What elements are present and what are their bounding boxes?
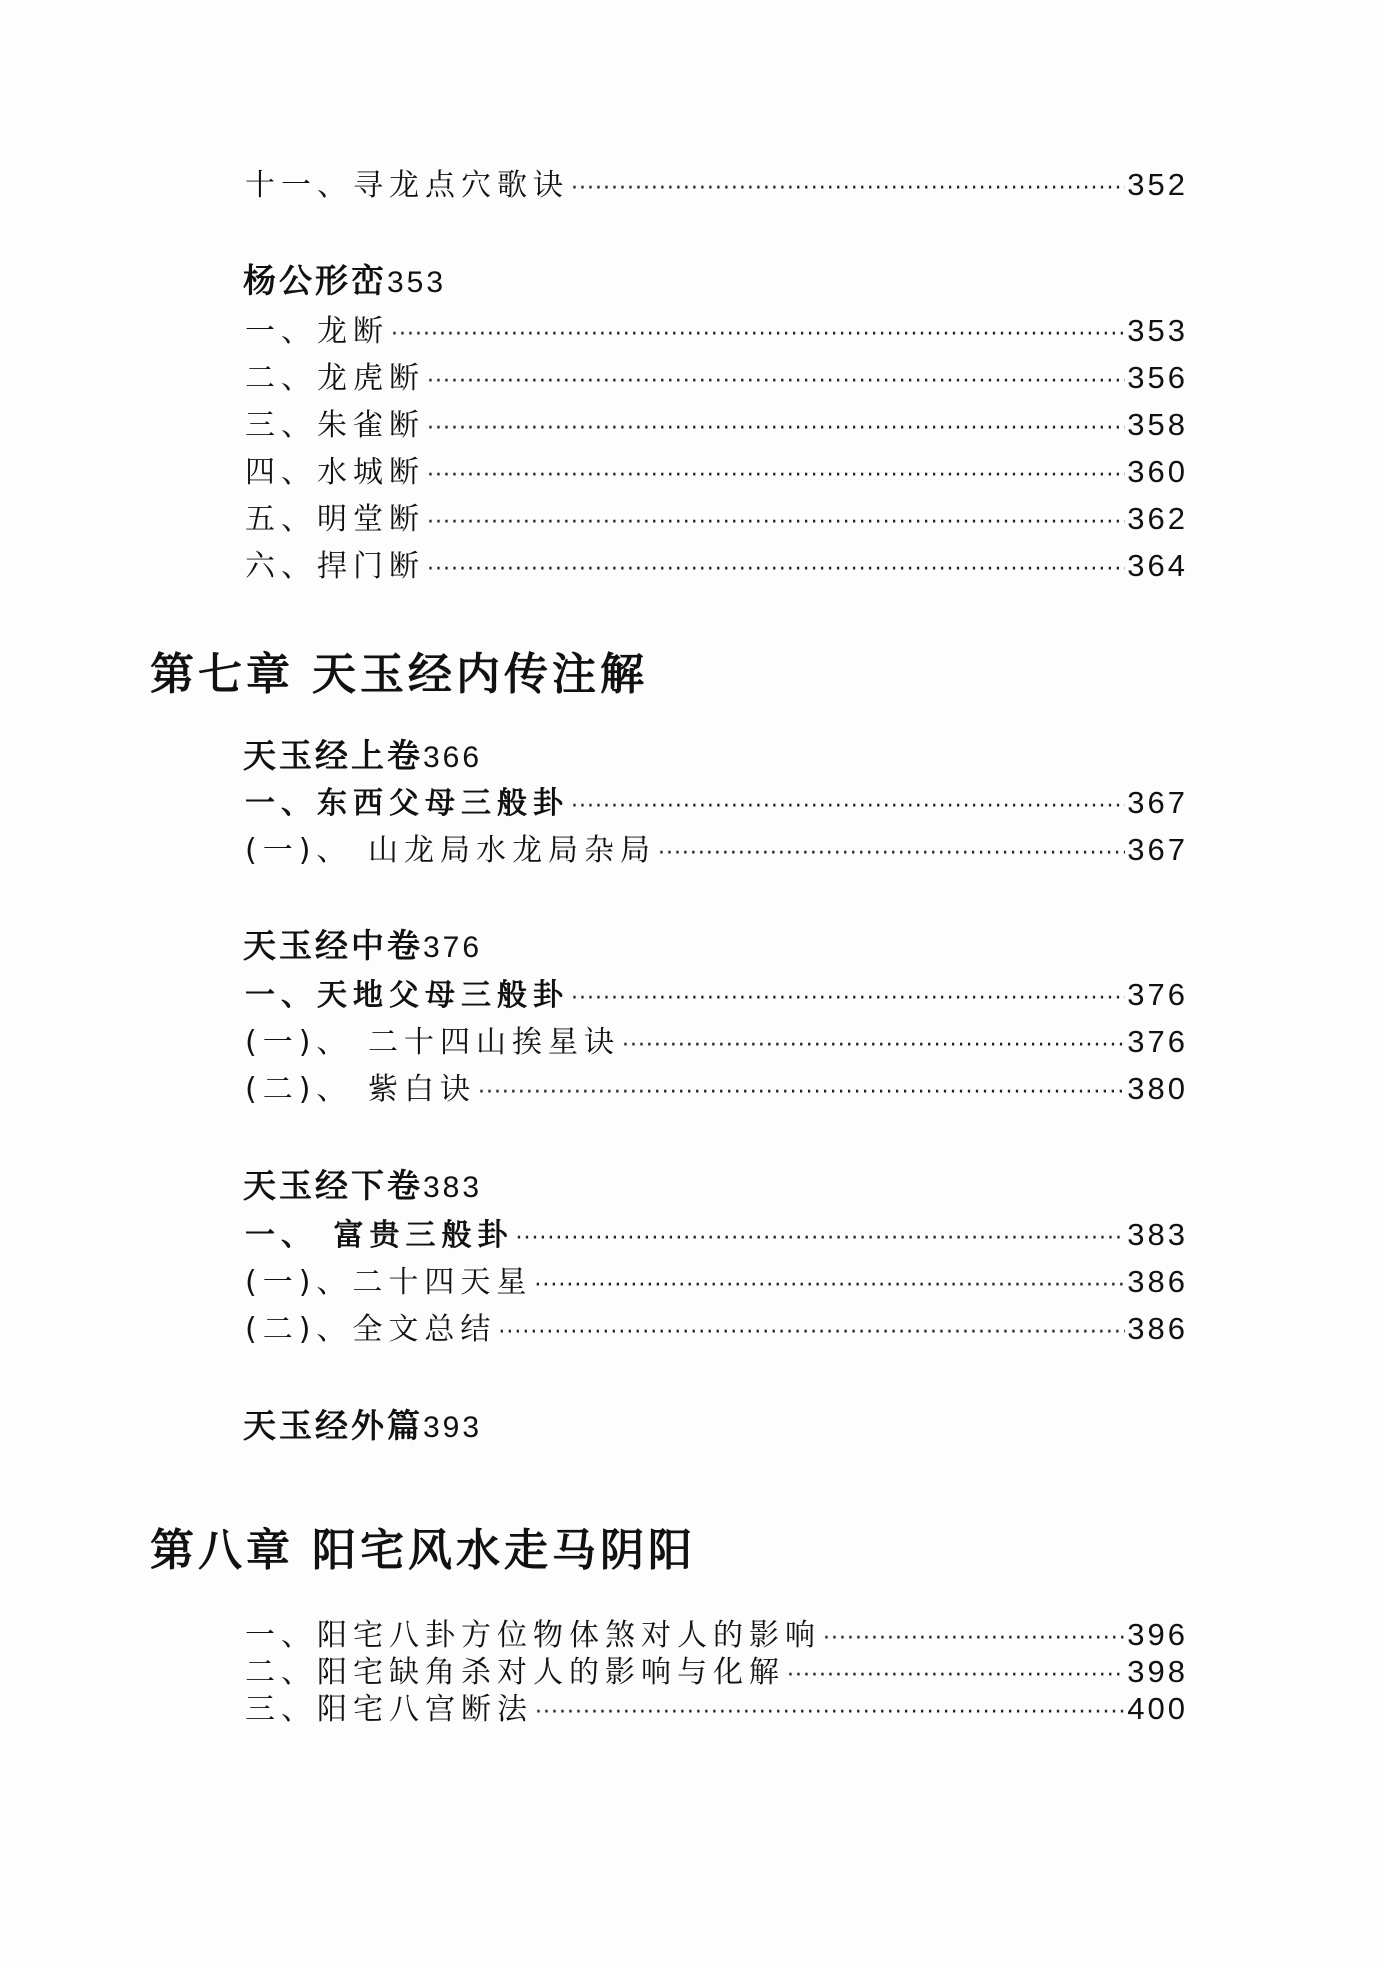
toc-entry[interactable]: [245, 160, 1188, 203]
dot-leader: [658, 841, 1125, 866]
section-page-number: 393: [423, 1411, 483, 1444]
entry-page-number: 398: [1127, 1654, 1188, 1689]
toc-entry[interactable]: [245, 400, 1188, 443]
entry-page-number: 400: [1127, 1691, 1188, 1726]
entry-label: 一、龙断: [245, 314, 389, 349]
dot-leader: [535, 1700, 1125, 1725]
entry-label: (一)、 山龙局水龙局杂局: [245, 833, 656, 868]
toc-entry[interactable]: [245, 447, 1188, 490]
toc-entry[interactable]: [245, 1647, 1188, 1690]
toc-entry[interactable]: [245, 494, 1188, 537]
toc-entry[interactable]: [245, 353, 1188, 396]
section-title: 杨公形峦: [243, 261, 387, 300]
entry-page-number: 383: [1127, 1217, 1188, 1252]
toc-entry[interactable]: [245, 1064, 1188, 1107]
entry-page-number: 376: [1127, 977, 1188, 1012]
entry-label: 一、阳宅八卦方位物体煞对人的影响: [245, 1618, 821, 1653]
section-heading[interactable]: [243, 1400, 482, 1447]
entry-label: 三、阳宅八宫断法: [245, 1692, 533, 1727]
dot-leader: [427, 510, 1125, 535]
entry-page-number: 386: [1127, 1311, 1188, 1346]
entry-page-number: 367: [1127, 785, 1188, 820]
dot-leader: [571, 986, 1125, 1011]
toc-entry[interactable]: [245, 778, 1188, 821]
toc-entry[interactable]: [245, 1257, 1188, 1300]
section-title: 天玉经上卷: [243, 736, 423, 775]
dot-leader: [391, 322, 1125, 347]
toc-entry[interactable]: [245, 1610, 1188, 1653]
section-title: 天玉经中卷: [243, 926, 423, 965]
entry-label: (二)、全文总结: [245, 1312, 497, 1347]
entry-label: 二、龙虎断: [245, 361, 425, 396]
dot-leader: [478, 1080, 1125, 1105]
section-page-number: 366: [423, 741, 483, 774]
entry-label: 一、东西父母三般卦: [245, 786, 569, 821]
chapter-number: 第七章: [150, 649, 294, 700]
entry-page-number: 352: [1127, 167, 1188, 202]
entry-label: 五、明堂断: [245, 502, 425, 537]
section-page-number: 383: [423, 1171, 483, 1204]
toc-entry[interactable]: [245, 1017, 1188, 1060]
entry-page-number: 362: [1127, 501, 1188, 536]
section-page-number: 376: [423, 931, 483, 964]
section-heading[interactable]: [243, 1160, 482, 1207]
entry-label: 一、 富贵三般卦: [245, 1218, 514, 1253]
toc-entry[interactable]: [245, 306, 1188, 349]
dot-leader: [571, 176, 1125, 201]
toc-entry[interactable]: [245, 541, 1188, 584]
entry-label: 四、水城断: [245, 455, 425, 490]
toc-entry[interactable]: [245, 1210, 1188, 1253]
dot-leader: [427, 557, 1125, 582]
dot-leader: [427, 416, 1125, 441]
section-heading[interactable]: [243, 920, 482, 967]
entry-page-number: 360: [1127, 454, 1188, 489]
entry-page-number: 353: [1127, 313, 1188, 348]
entry-label: (一)、 二十四山挨星诀: [245, 1025, 620, 1060]
entry-page-number: 356: [1127, 360, 1188, 395]
toc-entry[interactable]: [245, 1304, 1188, 1347]
chapter-title: 阳宅风水走马阴阳: [312, 1525, 696, 1576]
section-heading[interactable]: [243, 730, 482, 777]
entry-page-number: 380: [1127, 1071, 1188, 1106]
dot-leader: [427, 463, 1125, 488]
section-heading[interactable]: [243, 255, 446, 302]
section-title: 天玉经下卷: [243, 1166, 423, 1205]
dot-leader: [622, 1033, 1125, 1058]
entry-label: 二、阳宅缺角杀对人的影响与化解: [245, 1655, 785, 1690]
entry-label: 三、朱雀断: [245, 408, 425, 443]
entry-label: 十一、寻龙点穴歌诀: [245, 168, 569, 203]
entry-page-number: 386: [1127, 1264, 1188, 1299]
entry-page-number: 367: [1127, 832, 1188, 867]
entry-label: (一)、二十四天星: [245, 1265, 533, 1300]
entry-label: 一、天地父母三般卦: [245, 978, 569, 1013]
chapter-title: 天玉经内传注解: [312, 649, 648, 700]
toc-entry[interactable]: [245, 825, 1188, 868]
section-title: 天玉经外篇: [243, 1406, 423, 1445]
section-page-number: 353: [387, 266, 447, 299]
chapter-heading[interactable]: [150, 638, 648, 702]
toc-entry[interactable]: [245, 970, 1188, 1013]
entry-page-number: 364: [1127, 548, 1188, 583]
entry-page-number: 358: [1127, 407, 1188, 442]
entry-page-number: 376: [1127, 1024, 1188, 1059]
dot-leader: [515, 1226, 1125, 1251]
dot-leader: [498, 1320, 1125, 1345]
chapter-number: 第八章: [150, 1525, 294, 1576]
entry-label: (二)、 紫白诀: [245, 1072, 476, 1107]
entry-label: 六、捍门断: [245, 549, 425, 584]
toc-entry[interactable]: [245, 1684, 1188, 1727]
dot-leader: [534, 1273, 1125, 1298]
chapter-heading[interactable]: [150, 1514, 696, 1578]
entry-page-number: 396: [1127, 1617, 1188, 1652]
dot-leader: [427, 369, 1125, 394]
dot-leader: [571, 794, 1125, 819]
